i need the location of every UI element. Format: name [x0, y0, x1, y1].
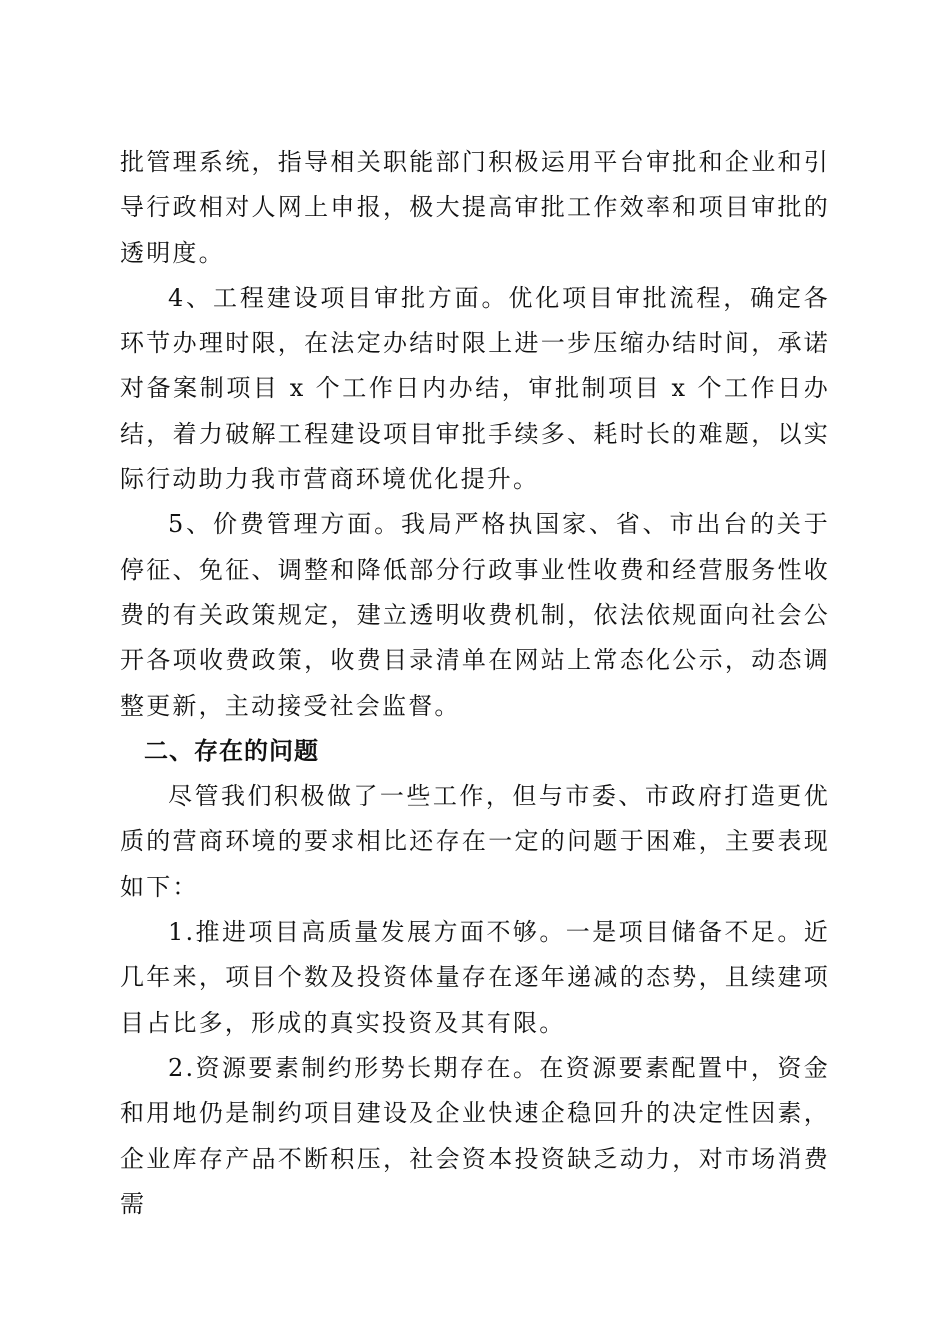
paragraph-intro: 尽管我们积极做了一些工作，但与市委、市政府打造更优质的营商环境的要求相比还存在一定的问题于困难，主要表现如下： [120, 782, 830, 901]
document-body [120, 140, 830, 1227]
paragraph-continuation: 批管理系统，指导相关职能部门积极运用平台审批和企业和引导行政相对人网上申报，极大提高审批工作效率和项目审批的透明度。 [120, 148, 830, 267]
paragraph-item-4: 4、工程建设项目审批方面。优化项目审批流程，确定各环节办理时限，在法定办结时限上进一步压缩办结时间，承诺对备案制项目 x 个工作日内办结，审批制项目 x 个工作日办结，着力破解工程建设项目审批手续多、耗时长的难题，以实际行动助力我市营商环境优化提升。 [120, 283, 830, 494]
paragraph-problem-2: 2.资源要素制约形势长期存在。在资源要素配置中，资金和用地仍是制约项目建设及企业快速企稳回升的决定性因素，企业库存产品不断积压，社会资本投资缺乏动力，对市场消费需 [120, 1053, 830, 1218]
section-heading: 二、存在的问题 [144, 736, 319, 765]
paragraph-item-5: 5、价费管理方面。我局严格执国家、省、市出台的关于停征、免征、调整和降低部分行政事业性收费和经营服务性收费的有关政策规定，建立透明收费机制，依法依规面向社会公开各项收费政策，收费目录清单在网站上常态化公示，动态调整更新，主动接受社会监督。 [120, 510, 830, 720]
paragraph-problem-1: 1.推进项目高质量发展方面不够。一是项目储备不足。近几年来，项目个数及投资体量存在逐年递减的态势，且续建项目占比多，形成的真实投资及其有限。 [120, 918, 830, 1037]
